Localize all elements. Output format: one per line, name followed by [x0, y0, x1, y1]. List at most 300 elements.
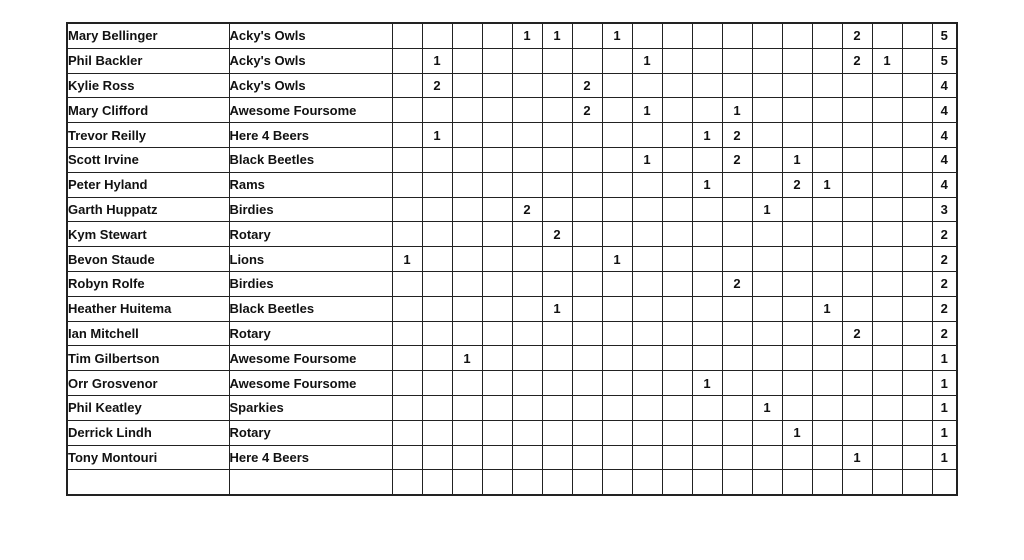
- score-cell: [722, 296, 752, 321]
- player-name-cell: Ian Mitchell: [67, 321, 229, 346]
- table-row: [67, 222, 957, 247]
- score-cell: [572, 23, 602, 48]
- score-cell: [632, 395, 662, 420]
- team-name-cell: Acky's Owls: [229, 23, 392, 48]
- score-cell: [392, 420, 422, 445]
- score-cell: [782, 321, 812, 346]
- team-name-cell: [229, 470, 392, 495]
- score-cell: [722, 420, 752, 445]
- score-cell: [902, 395, 932, 420]
- table-row: [67, 445, 957, 470]
- score-cell: [482, 48, 512, 73]
- table-row: [67, 271, 957, 296]
- score-cell: [452, 321, 482, 346]
- score-cell: [812, 147, 842, 172]
- score-cell: 1: [602, 247, 632, 272]
- score-cell: [872, 98, 902, 123]
- score-cell: 1: [752, 197, 782, 222]
- team-name-cell: Acky's Owls: [229, 48, 392, 73]
- score-cell: [902, 123, 932, 148]
- score-cell: [662, 48, 692, 73]
- score-cell: 1: [632, 98, 662, 123]
- score-cell: [422, 395, 452, 420]
- score-cell: [812, 222, 842, 247]
- score-cell: [722, 73, 752, 98]
- table-row: [67, 470, 957, 495]
- score-cell: [392, 123, 422, 148]
- score-cell: [662, 420, 692, 445]
- score-cell: [452, 98, 482, 123]
- score-cell: [662, 371, 692, 396]
- score-cell: [572, 371, 602, 396]
- score-cell: [722, 172, 752, 197]
- team-name-cell: Awesome Foursome: [229, 371, 392, 396]
- score-cell: [602, 321, 632, 346]
- total-cell: 4: [932, 123, 957, 148]
- score-cell: [782, 98, 812, 123]
- score-cell: [632, 23, 662, 48]
- score-cell: [872, 470, 902, 495]
- team-name-cell: Rotary: [229, 222, 392, 247]
- score-cell: [482, 23, 512, 48]
- player-name-cell: [67, 470, 229, 495]
- total-cell: 2: [932, 321, 957, 346]
- score-cell: [392, 73, 422, 98]
- score-cell: [662, 197, 692, 222]
- score-cell: [542, 48, 572, 73]
- score-cell: [662, 296, 692, 321]
- score-cell: [872, 247, 902, 272]
- score-cell: [512, 247, 542, 272]
- score-cell: [512, 48, 542, 73]
- score-cell: 2: [542, 222, 572, 247]
- score-cell: [392, 296, 422, 321]
- score-cell: 1: [692, 172, 722, 197]
- score-cell: [872, 222, 902, 247]
- score-cell: [842, 147, 872, 172]
- score-cell: [842, 271, 872, 296]
- score-cell: [752, 172, 782, 197]
- score-cell: [872, 445, 902, 470]
- score-cell: [632, 123, 662, 148]
- score-cell: [572, 420, 602, 445]
- player-name-cell: Trevor Reilly: [67, 123, 229, 148]
- score-cell: [452, 371, 482, 396]
- score-cell: [482, 296, 512, 321]
- score-cell: [542, 445, 572, 470]
- score-cell: [842, 371, 872, 396]
- score-cell: [902, 48, 932, 73]
- score-cell: [602, 73, 632, 98]
- score-cell: [452, 48, 482, 73]
- score-cell: [842, 172, 872, 197]
- score-cell: [482, 271, 512, 296]
- score-cell: [782, 296, 812, 321]
- score-cell: [602, 296, 632, 321]
- score-cell: [572, 271, 602, 296]
- score-cell: [422, 470, 452, 495]
- total-cell: 4: [932, 147, 957, 172]
- score-cell: [902, 98, 932, 123]
- score-cell: [782, 395, 812, 420]
- table-row: [67, 147, 957, 172]
- score-cell: [662, 445, 692, 470]
- total-cell: 2: [932, 247, 957, 272]
- score-cell: [392, 98, 422, 123]
- table-row: [67, 321, 957, 346]
- score-cell: [572, 470, 602, 495]
- player-name-cell: Derrick Lindh: [67, 420, 229, 445]
- score-cell: [452, 247, 482, 272]
- score-cell: [482, 147, 512, 172]
- score-cell: [512, 346, 542, 371]
- score-cell: [902, 371, 932, 396]
- score-cell: [572, 445, 602, 470]
- total-cell: 1: [932, 346, 957, 371]
- score-cell: [722, 197, 752, 222]
- score-cell: [482, 73, 512, 98]
- score-cell: [572, 123, 602, 148]
- score-cell: [602, 123, 632, 148]
- score-cell: 1: [422, 48, 452, 73]
- scores-table-body: [67, 23, 957, 495]
- score-cell: [902, 296, 932, 321]
- score-cell: [422, 23, 452, 48]
- score-cell: [452, 395, 482, 420]
- score-cell: 2: [782, 172, 812, 197]
- score-cell: [812, 371, 842, 396]
- score-cell: 1: [602, 23, 632, 48]
- score-cell: [692, 321, 722, 346]
- scores-table: [66, 22, 958, 496]
- score-cell: [602, 98, 632, 123]
- score-cell: [872, 147, 902, 172]
- score-cell: [842, 222, 872, 247]
- score-cell: [602, 395, 632, 420]
- score-cell: [722, 222, 752, 247]
- score-cell: [782, 271, 812, 296]
- table-row: [67, 73, 957, 98]
- total-cell: 2: [932, 271, 957, 296]
- table-row: [67, 123, 957, 148]
- score-cell: [512, 98, 542, 123]
- score-cell: 2: [722, 147, 752, 172]
- total-cell: 3: [932, 197, 957, 222]
- score-cell: [782, 197, 812, 222]
- score-cell: [692, 395, 722, 420]
- score-cell: 2: [512, 197, 542, 222]
- score-cell: [452, 445, 482, 470]
- score-cell: [662, 147, 692, 172]
- score-cell: [722, 247, 752, 272]
- score-cell: [842, 98, 872, 123]
- score-cell: [782, 445, 812, 470]
- score-cell: [542, 98, 572, 123]
- score-cell: 1: [812, 296, 842, 321]
- score-cell: [812, 271, 842, 296]
- score-cell: [902, 271, 932, 296]
- score-cell: [452, 296, 482, 321]
- score-cell: [482, 395, 512, 420]
- score-cell: [392, 172, 422, 197]
- score-cell: [752, 247, 782, 272]
- team-name-cell: Sparkies: [229, 395, 392, 420]
- score-cell: [872, 271, 902, 296]
- score-cell: [722, 371, 752, 396]
- score-cell: 1: [422, 123, 452, 148]
- score-cell: [692, 247, 722, 272]
- score-cell: [902, 172, 932, 197]
- score-cell: [872, 123, 902, 148]
- score-cell: [482, 445, 512, 470]
- score-cell: [842, 123, 872, 148]
- score-cell: 2: [722, 123, 752, 148]
- score-cell: [542, 470, 572, 495]
- score-cell: [602, 48, 632, 73]
- score-cell: [752, 271, 782, 296]
- score-cell: [692, 445, 722, 470]
- player-name-cell: Kylie Ross: [67, 73, 229, 98]
- score-cell: [812, 321, 842, 346]
- score-cell: [602, 147, 632, 172]
- score-cell: [662, 23, 692, 48]
- score-cell: [422, 445, 452, 470]
- score-cell: [782, 73, 812, 98]
- score-cell: 1: [632, 48, 662, 73]
- score-cell: [812, 445, 842, 470]
- score-cell: [902, 470, 932, 495]
- total-cell: 1: [932, 420, 957, 445]
- score-cell: [392, 48, 422, 73]
- score-cell: 1: [512, 23, 542, 48]
- score-cell: [602, 222, 632, 247]
- score-cell: [662, 123, 692, 148]
- score-sheet: [66, 22, 958, 496]
- team-name-cell: Black Beetles: [229, 147, 392, 172]
- score-cell: [512, 172, 542, 197]
- score-cell: [692, 271, 722, 296]
- score-cell: [392, 271, 422, 296]
- score-cell: [752, 147, 782, 172]
- score-cell: [692, 197, 722, 222]
- table-row: [67, 197, 957, 222]
- score-cell: [542, 271, 572, 296]
- team-name-cell: Birdies: [229, 271, 392, 296]
- score-cell: [422, 371, 452, 396]
- score-cell: [512, 73, 542, 98]
- score-cell: [422, 98, 452, 123]
- player-name-cell: Peter Hyland: [67, 172, 229, 197]
- score-cell: [662, 247, 692, 272]
- score-cell: [512, 222, 542, 247]
- score-cell: [872, 321, 902, 346]
- score-cell: 1: [692, 371, 722, 396]
- score-cell: 1: [812, 172, 842, 197]
- score-cell: [812, 48, 842, 73]
- score-cell: 1: [542, 23, 572, 48]
- score-cell: [422, 172, 452, 197]
- score-cell: [752, 321, 782, 346]
- player-name-cell: Orr Grosvenor: [67, 371, 229, 396]
- score-cell: [872, 296, 902, 321]
- score-cell: [542, 147, 572, 172]
- score-cell: [782, 222, 812, 247]
- table-row: [67, 23, 957, 48]
- score-cell: 2: [722, 271, 752, 296]
- score-cell: [662, 395, 692, 420]
- score-cell: [662, 73, 692, 98]
- total-cell: 4: [932, 172, 957, 197]
- score-cell: [602, 371, 632, 396]
- score-cell: [722, 470, 752, 495]
- score-cell: 1: [872, 48, 902, 73]
- score-cell: [662, 271, 692, 296]
- score-cell: [842, 197, 872, 222]
- score-cell: [542, 420, 572, 445]
- score-cell: [602, 271, 632, 296]
- player-name-cell: Phil Backler: [67, 48, 229, 73]
- score-cell: [602, 420, 632, 445]
- player-name-cell: Bevon Staude: [67, 247, 229, 272]
- score-cell: 1: [542, 296, 572, 321]
- score-cell: [872, 197, 902, 222]
- score-cell: [872, 23, 902, 48]
- score-cell: [422, 197, 452, 222]
- table-row: [67, 48, 957, 73]
- total-cell: 5: [932, 48, 957, 73]
- score-cell: 2: [422, 73, 452, 98]
- score-cell: [572, 222, 602, 247]
- score-cell: [542, 395, 572, 420]
- score-cell: [392, 147, 422, 172]
- score-cell: [722, 395, 752, 420]
- team-name-cell: Awesome Foursome: [229, 346, 392, 371]
- score-cell: [542, 371, 572, 396]
- score-cell: [782, 48, 812, 73]
- score-cell: [512, 470, 542, 495]
- score-cell: [692, 73, 722, 98]
- score-cell: [812, 395, 842, 420]
- score-cell: [902, 73, 932, 98]
- score-cell: [782, 247, 812, 272]
- score-cell: [902, 346, 932, 371]
- score-cell: 2: [842, 321, 872, 346]
- total-cell: 2: [932, 222, 957, 247]
- score-cell: [752, 445, 782, 470]
- score-cell: [632, 445, 662, 470]
- score-cell: [632, 470, 662, 495]
- score-cell: [452, 197, 482, 222]
- player-name-cell: Heather Huitema: [67, 296, 229, 321]
- score-cell: 1: [782, 147, 812, 172]
- score-cell: [752, 470, 782, 495]
- score-cell: [812, 247, 842, 272]
- score-cell: 2: [572, 73, 602, 98]
- score-cell: [692, 420, 722, 445]
- score-cell: [392, 346, 422, 371]
- score-cell: [632, 222, 662, 247]
- score-cell: [662, 470, 692, 495]
- score-cell: [482, 470, 512, 495]
- score-cell: [452, 271, 482, 296]
- table-row: [67, 420, 957, 445]
- score-cell: [752, 98, 782, 123]
- score-cell: [542, 247, 572, 272]
- score-cell: [842, 73, 872, 98]
- table-row: [67, 98, 957, 123]
- player-name-cell: Robyn Rolfe: [67, 271, 229, 296]
- score-cell: [512, 296, 542, 321]
- score-cell: [422, 321, 452, 346]
- score-cell: [752, 73, 782, 98]
- score-cell: [422, 271, 452, 296]
- team-name-cell: Birdies: [229, 197, 392, 222]
- score-cell: [662, 222, 692, 247]
- score-cell: [692, 48, 722, 73]
- score-cell: [812, 470, 842, 495]
- score-cell: [392, 23, 422, 48]
- score-cell: 1: [752, 395, 782, 420]
- score-cell: [572, 395, 602, 420]
- score-cell: [782, 371, 812, 396]
- total-cell: 1: [932, 395, 957, 420]
- score-cell: [812, 23, 842, 48]
- score-cell: [782, 23, 812, 48]
- team-name-cell: Here 4 Beers: [229, 123, 392, 148]
- player-name-cell: Garth Huppatz: [67, 197, 229, 222]
- team-name-cell: Rotary: [229, 420, 392, 445]
- score-cell: [632, 371, 662, 396]
- score-cell: [632, 197, 662, 222]
- score-cell: [632, 420, 662, 445]
- score-cell: [812, 197, 842, 222]
- score-cell: [512, 321, 542, 346]
- score-cell: [602, 346, 632, 371]
- player-name-cell: Mary Bellinger: [67, 23, 229, 48]
- score-cell: [512, 271, 542, 296]
- score-cell: [752, 371, 782, 396]
- score-cell: [482, 222, 512, 247]
- score-cell: [482, 346, 512, 371]
- score-cell: [422, 222, 452, 247]
- score-cell: [722, 23, 752, 48]
- total-cell: 4: [932, 98, 957, 123]
- table-row: [67, 296, 957, 321]
- score-cell: [512, 147, 542, 172]
- score-cell: [422, 247, 452, 272]
- score-cell: [452, 172, 482, 197]
- score-cell: [692, 346, 722, 371]
- score-cell: [602, 470, 632, 495]
- score-cell: [692, 98, 722, 123]
- score-cell: [752, 420, 782, 445]
- score-cell: [482, 98, 512, 123]
- score-cell: [482, 371, 512, 396]
- score-cell: 2: [572, 98, 602, 123]
- score-cell: [632, 172, 662, 197]
- score-cell: [752, 123, 782, 148]
- team-name-cell: Rams: [229, 172, 392, 197]
- score-cell: [872, 172, 902, 197]
- score-cell: [392, 321, 422, 346]
- player-name-cell: Tim Gilbertson: [67, 346, 229, 371]
- team-name-cell: Rotary: [229, 321, 392, 346]
- score-cell: [662, 346, 692, 371]
- score-cell: [632, 73, 662, 98]
- score-cell: [452, 420, 482, 445]
- score-cell: [452, 123, 482, 148]
- score-cell: [512, 123, 542, 148]
